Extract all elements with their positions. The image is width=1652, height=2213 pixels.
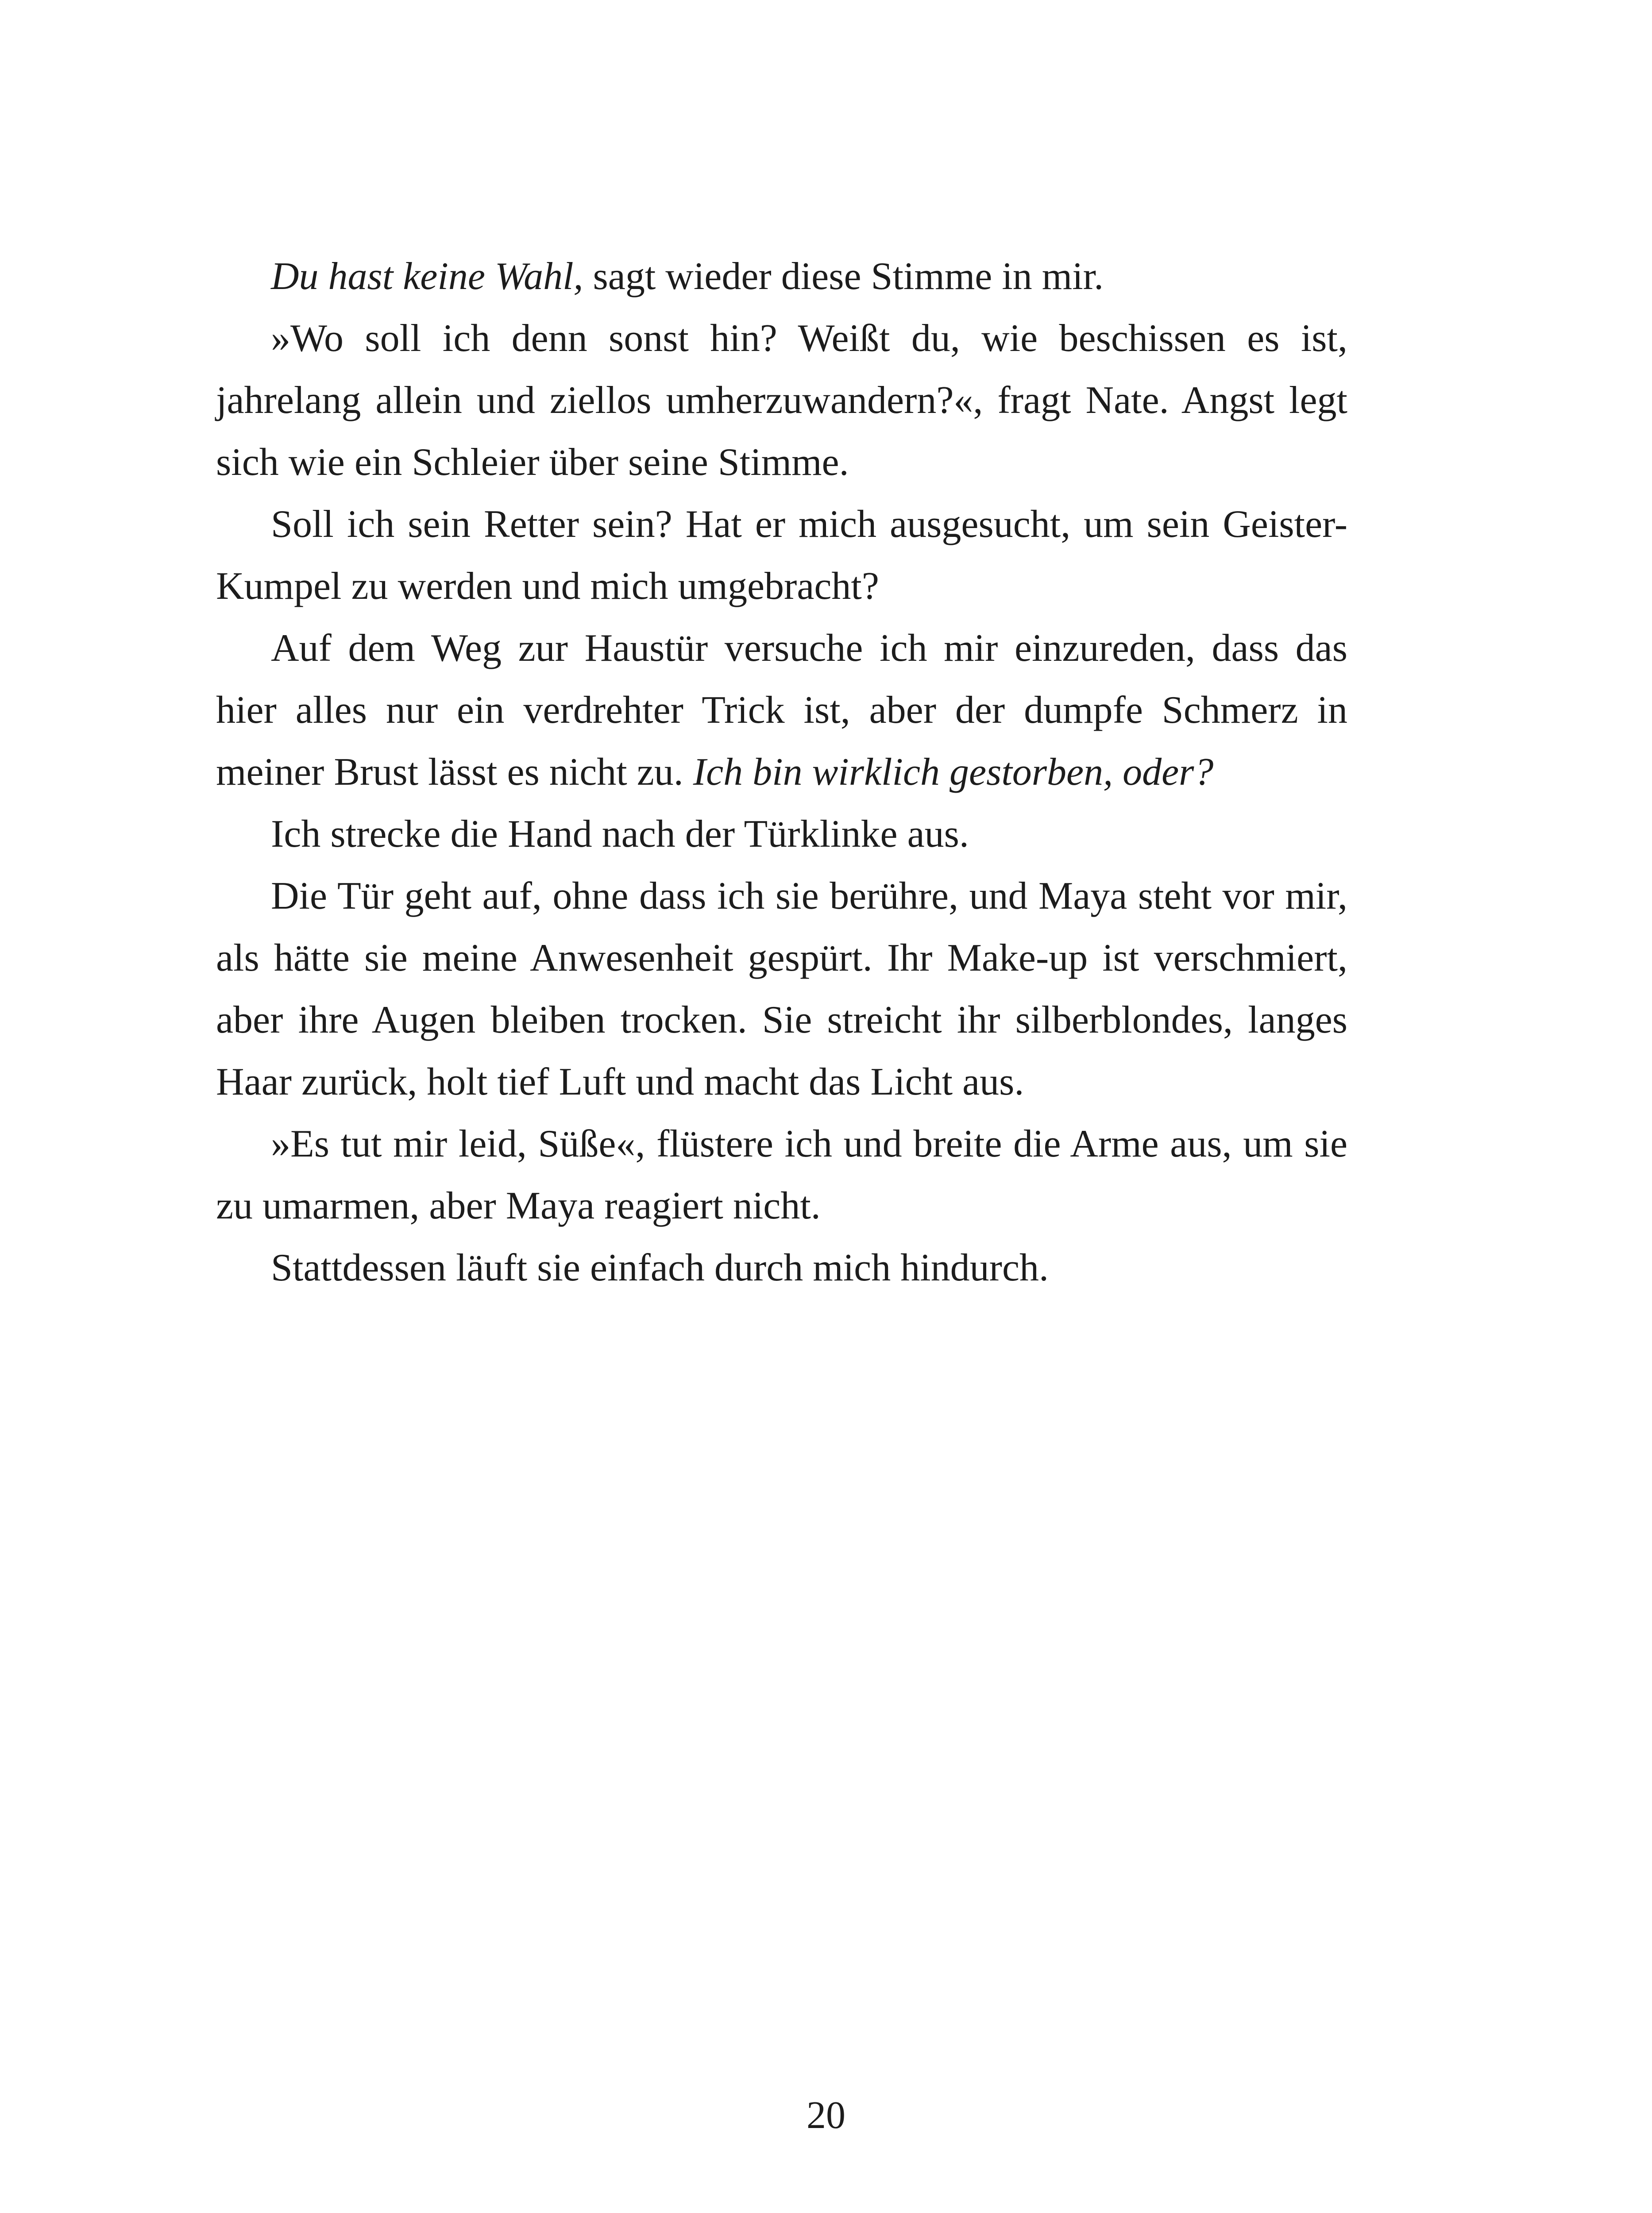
italic-phrase: Ich bin wirklich gestorben, oder?: [693, 751, 1214, 794]
paragraph-text: Auf dem Weg zur Haustür versuche ich mir einzureden, dass das hier alles nur ein verdrehter Trick ist, aber der dumpfe Schmerz in meiner Brust lässt es nicht zu.: [216, 627, 1347, 794]
paragraph-text: Ich strecke die Hand nach der Türklinke aus.: [271, 813, 969, 856]
paragraph-text: »Es tut mir leid, Süße«, flüstere ich und breite die Arme aus, um sie zu umarmen, aber Maya reagiert nicht.: [216, 1122, 1347, 1227]
italic-phrase: Du hast keine Wahl,: [271, 255, 583, 298]
paragraph-text: sagt wieder diese Stimme in mir.: [583, 255, 1104, 298]
paragraph-8: [216, 1237, 1347, 1299]
paragraph-6: [216, 865, 1347, 1113]
paragraph-2: [216, 308, 1347, 493]
page-number: 20: [807, 2094, 845, 2137]
paragraph-4: [216, 617, 1347, 803]
paragraph-3: [216, 493, 1347, 617]
paragraph-1: [216, 246, 1347, 308]
paragraph-text: »Wo soll ich denn sonst hin? Weißt du, wie beschissen es ist, jahrelang allein und ziellos umherzuwandern?«, fragt Nate. Angst legt sich wie ein Schleier über seine Stimme.: [216, 317, 1347, 484]
paragraph-7: [216, 1113, 1347, 1237]
paragraph-text: Soll ich sein Retter sein? Hat er mich ausgesucht, um sein Geister-Kumpel zu werden und mich umgebracht?: [216, 503, 1347, 608]
paragraph-text: Stattdessen läuft sie einfach durch mich hindurch.: [271, 1246, 1049, 1289]
body-text: [216, 246, 1347, 1299]
paragraph-text: Die Tür geht auf, ohne dass ich sie berühre, und Maya steht vor mir, als hätte sie meine Anwesenheit gespürt. Ihr Make-up ist verschmiert, aber ihre Augen bleiben trocken. Sie streicht ihr silberblondes, langes Haar zurück, holt tief Luft und macht das Licht aus.: [216, 875, 1347, 1103]
paragraph-5: [216, 803, 1347, 865]
